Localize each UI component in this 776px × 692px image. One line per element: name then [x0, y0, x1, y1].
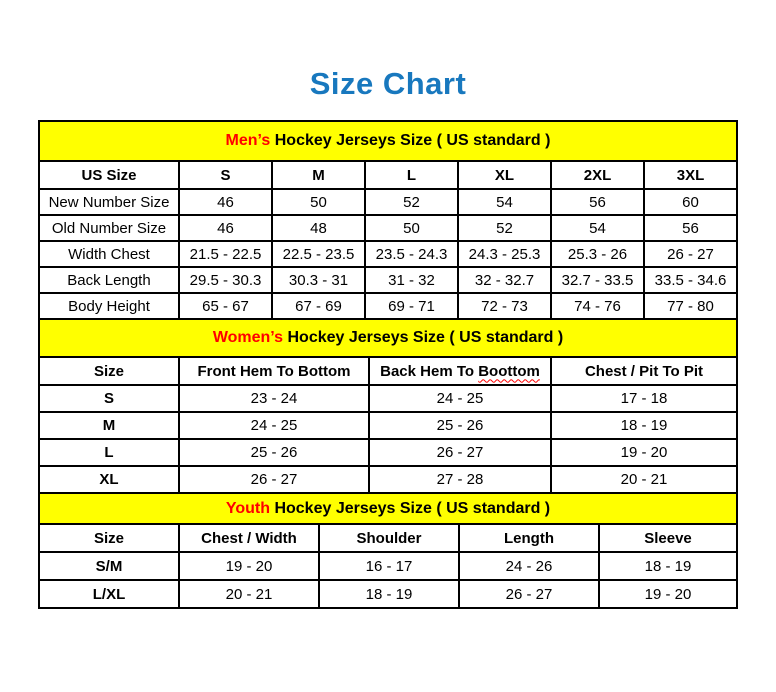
row-label: M — [39, 412, 179, 439]
mens-size-table — [38, 120, 738, 320]
youth-section-band — [39, 493, 737, 524]
row-label: Width Chest — [39, 241, 179, 267]
womens-band-accent: Women’s — [212, 329, 284, 346]
mens-row-back-length — [39, 267, 737, 293]
size-value: 30.3 - 31 — [272, 267, 365, 293]
size-value: 60 — [644, 189, 737, 215]
womens-col-header-front-hem: Front Hem To Bottom — [179, 357, 369, 385]
size-value: 56 — [644, 215, 737, 241]
page-title: Size Chart — [309, 66, 467, 101]
row-label: L/XL — [39, 580, 179, 608]
row-label: Back Length — [39, 267, 179, 293]
womens-band-text: Hockey Jerseys Size ( US standard ) — [287, 329, 564, 346]
size-value: 19 - 20 — [599, 580, 737, 608]
size-value: 16 - 17 — [319, 552, 459, 580]
size-value: 52 — [458, 215, 551, 241]
size-value: 25 - 26 — [179, 439, 369, 466]
size-value: 25 - 26 — [369, 412, 551, 439]
row-label: New Number Size — [39, 189, 179, 215]
mens-col-header-3xl: 3XL — [644, 161, 737, 189]
womens-header-row — [39, 357, 737, 385]
size-value: 50 — [365, 215, 458, 241]
size-value: 26 - 27 — [369, 439, 551, 466]
youth-header-row — [39, 524, 737, 552]
mens-header-row — [39, 161, 737, 189]
size-value: 67 - 69 — [272, 293, 365, 319]
mens-band-text: Hockey Jerseys Size ( US standard ) — [274, 132, 551, 149]
mens-col-header-us-size: US Size — [39, 161, 179, 189]
youth-size-table — [38, 492, 738, 609]
youth-band-accent: Youth — [225, 499, 270, 517]
womens-row-xl — [39, 466, 737, 493]
size-value: 52 — [365, 189, 458, 215]
size-value: 26 - 27 — [179, 466, 369, 493]
size-value: 69 - 71 — [365, 293, 458, 319]
size-value: 24 - 25 — [179, 412, 369, 439]
womens-row-l — [39, 439, 737, 466]
womens-size-table — [38, 318, 738, 494]
youth-row-sm — [39, 552, 737, 580]
size-value: 56 — [551, 189, 644, 215]
womens-row-m — [39, 412, 737, 439]
size-chart-tables — [38, 120, 738, 609]
mens-band-accent: Men’s — [225, 132, 271, 149]
youth-col-header-sleeve: Sleeve — [599, 524, 737, 552]
row-label: S/M — [39, 552, 179, 580]
size-value: 26 - 27 — [644, 241, 737, 267]
womens-row-s — [39, 385, 737, 412]
size-value: 19 - 20 — [551, 439, 737, 466]
womens-col-header-size: Size — [39, 357, 179, 385]
youth-row-lxl — [39, 580, 737, 608]
size-value: 17 - 18 — [551, 385, 737, 412]
youth-col-header-length: Length — [459, 524, 599, 552]
youth-col-header-shoulder: Shoulder — [319, 524, 459, 552]
size-value: 23 - 24 — [179, 385, 369, 412]
mens-row-old-number-size — [39, 215, 737, 241]
size-value: 18 - 19 — [599, 552, 737, 580]
size-value: 23.5 - 24.3 — [365, 241, 458, 267]
size-value: 24 - 26 — [459, 552, 599, 580]
mens-row-new-number-size — [39, 189, 737, 215]
size-value: 74 - 76 — [551, 293, 644, 319]
mens-col-header-m: M — [272, 161, 365, 189]
misspelled-word: Boottom — [478, 362, 540, 380]
size-value: 32.7 - 33.5 — [551, 267, 644, 293]
size-value: 20 - 21 — [179, 580, 319, 608]
size-value: 18 - 19 — [319, 580, 459, 608]
size-value: 50 — [272, 189, 365, 215]
size-value: 24.3 - 25.3 — [458, 241, 551, 267]
size-value: 77 - 80 — [644, 293, 737, 319]
size-value: 21.5 - 22.5 — [179, 241, 272, 267]
size-value: 29.5 - 30.3 — [179, 267, 272, 293]
mens-band-title — [39, 121, 737, 161]
size-value: 26 - 27 — [459, 580, 599, 608]
size-value: 31 - 32 — [365, 267, 458, 293]
womens-section-band — [39, 319, 737, 357]
size-value: 20 - 21 — [551, 466, 737, 493]
womens-col-header-chest: Chest / Pit To Pit — [551, 357, 737, 385]
size-value: 27 - 28 — [369, 466, 551, 493]
size-value: 54 — [458, 189, 551, 215]
youth-band-text: Hockey Jerseys Size ( US standard ) — [274, 499, 551, 517]
size-value: 24 - 25 — [369, 385, 551, 412]
size-value: 65 - 67 — [179, 293, 272, 319]
size-value: 32 - 32.7 — [458, 267, 551, 293]
mens-col-header-l: L — [365, 161, 458, 189]
mens-row-body-height — [39, 293, 737, 319]
row-label: XL — [39, 466, 179, 493]
size-value: 46 — [179, 189, 272, 215]
size-value: 33.5 - 34.6 — [644, 267, 737, 293]
youth-col-header-chest-width: Chest / Width — [179, 524, 319, 552]
size-value: 48 — [272, 215, 365, 241]
mens-col-header-2xl: 2XL — [551, 161, 644, 189]
size-value: 22.5 - 23.5 — [272, 241, 365, 267]
mens-section-band — [39, 121, 737, 161]
womens-col-header-back-hem: Back Hem To Boottom — [369, 357, 551, 385]
mens-row-width-chest — [39, 241, 737, 267]
size-value: 18 - 19 — [551, 412, 737, 439]
youth-col-header-size: Size — [39, 524, 179, 552]
womens-band-title — [39, 319, 737, 357]
row-label: Body Height — [39, 293, 179, 319]
row-label: S — [39, 385, 179, 412]
row-label: L — [39, 439, 179, 466]
row-label: Old Number Size — [39, 215, 179, 241]
youth-band-title — [39, 493, 737, 524]
mens-col-header-xl: XL — [458, 161, 551, 189]
size-value: 25.3 - 26 — [551, 241, 644, 267]
size-value: 72 - 73 — [458, 293, 551, 319]
mens-col-header-s: S — [179, 161, 272, 189]
size-value: 54 — [551, 215, 644, 241]
size-value: 46 — [179, 215, 272, 241]
size-value: 19 - 20 — [179, 552, 319, 580]
